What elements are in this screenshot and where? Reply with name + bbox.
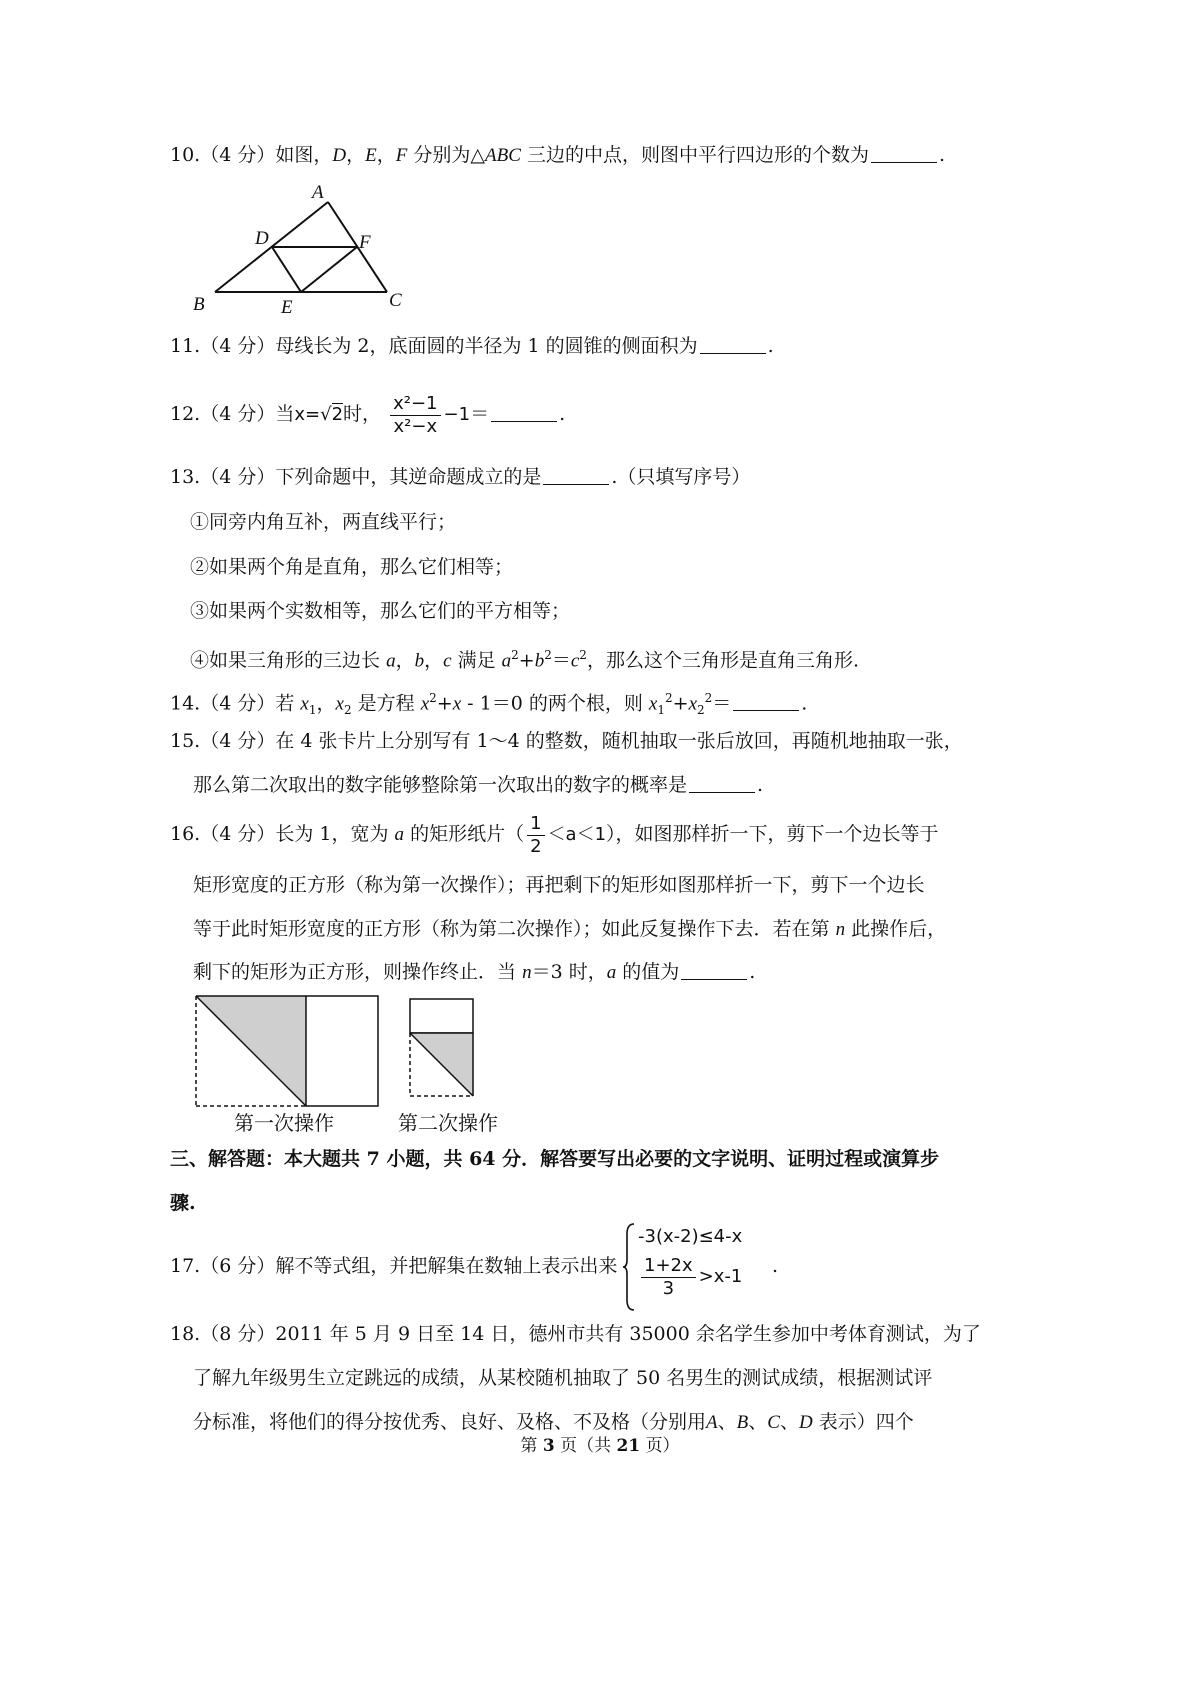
folding-figure xyxy=(190,990,500,1138)
q15-line-1: 15.（4 分）在 4 张卡片上分别写有 1～4 的整数，随机抽取一张后放回，再随机地抽取一张， xyxy=(170,730,963,752)
answer-blank xyxy=(491,403,557,422)
q12-text: 12.（4 分）当x=√2时， $\frac{\text{x²−1}}{\text{x²−x}}$ −1＝ . xyxy=(170,392,566,437)
answer-blank xyxy=(700,335,766,354)
section-heading-cont: 骤. xyxy=(170,1192,196,1214)
q16-line-1: 16.（4 分）长为 1，宽为 a 的矩形纸片（ $\frac{1}{2}$ ＜a＜1），如图那样折一下，剪下一个边长等于 xyxy=(170,812,939,857)
label-C: C xyxy=(389,290,402,311)
sqrt-sign: √ xyxy=(320,404,332,425)
label-A: A xyxy=(312,182,324,203)
inequality-1: -3(x-2)≤4-x xyxy=(638,1226,743,1247)
q18-line-1: 18.（8 分）2011 年 5 月 9 日至 14 日，德州市共有 35000 余名学生参加中考体育测试，为了 xyxy=(170,1323,981,1345)
label-F: F xyxy=(359,232,371,253)
q17-end: . xyxy=(772,1255,779,1277)
q13-item-2: ②如果两个角是直角，那么它们相等； xyxy=(190,556,514,578)
brace-icon xyxy=(622,1222,636,1312)
label-E: E xyxy=(281,297,293,317)
q13-text: 13.（4 分）下列命题中，其逆命题成立的是 .（只填写序号） xyxy=(170,466,751,488)
answer-blank xyxy=(733,692,799,711)
fraction: $\frac{1}{2}$ xyxy=(527,813,544,858)
label-D: D xyxy=(255,228,269,249)
page-footer: 第 3 页（共 21 页） xyxy=(520,1436,680,1456)
q16-line-2: 矩形宽度的正方形（称为第一次操作）；再把剩下的矩形如图那样折一下，剪下一个边长 xyxy=(193,874,925,896)
q18-line-3: 分标准，将他们的得分按优秀、良好、及格、不及格（分别用A、B、C、D 表示）四个 xyxy=(193,1411,914,1433)
triangle-figure xyxy=(185,182,415,317)
q11-text: 11.（4 分）母线长为 2，底面圆的半径为 1 的圆锥的侧面积为 . xyxy=(170,335,774,357)
q16-line-3: 等于此时矩形宽度的正方形（称为第二次操作）；如此反复操作下去．若在第 n 此操作后， xyxy=(193,918,947,940)
caption-first: 第一次操作 xyxy=(234,1113,334,1135)
answer-blank xyxy=(871,144,937,163)
answer-blank xyxy=(681,961,747,980)
inequality-2: $\frac{1+2x}{3}$ >x-1 xyxy=(638,1255,742,1300)
q14-text: 14.（4 分）若 $x_1$，$x_2$ 是方程 $x^2+x - 1=0$ 的两个根，则 $x_1^2+x_2^2=$ . xyxy=(170,691,808,718)
answer-blank xyxy=(689,774,755,793)
fraction: $\frac{\text{x²−1}}{\text{x²−x}}$ xyxy=(390,393,440,438)
q13-item-4: ④如果三角形的三边长 a，b，c 满足 $a^2+b^2=c^2$，那么这个三角形是直角三角形. xyxy=(190,648,859,672)
q15-line-2: 那么第二次取出的数字能够整除第一次取出的数字的概率是 . xyxy=(193,774,764,796)
answer-blank xyxy=(543,466,609,485)
caption-second: 第二次操作 xyxy=(398,1113,498,1135)
q18-line-2: 了解九年级男生立定跳远的成绩，从某校随机抽取了 50 名男生的测试成绩，根据测试评 xyxy=(193,1367,933,1389)
section-heading: 三、解答题：本大题共 7 小题，共 64 分．解答要写出必要的文字说明、证明过程或演算步 xyxy=(170,1148,940,1170)
q10-text: 10.（4 分）如图，D，E，F 分别为△ABC 三边的中点，则图中平行四边形的个数为 . xyxy=(170,144,946,166)
inequality-system xyxy=(622,1222,792,1312)
label-B: B xyxy=(193,294,205,315)
q13-item-3: ③如果两个实数相等，那么它们的平方相等； xyxy=(190,600,571,622)
q16-line-4: 剩下的矩形为正方形，则操作终止．当 n＝3 时，a 的值为 . xyxy=(193,961,756,983)
q17-text: 17.（6 分）解不等式组，并把解集在数轴上表示出来 xyxy=(170,1255,618,1277)
q13-item-1: ①同旁内角互补，两直线平行； xyxy=(190,511,457,533)
